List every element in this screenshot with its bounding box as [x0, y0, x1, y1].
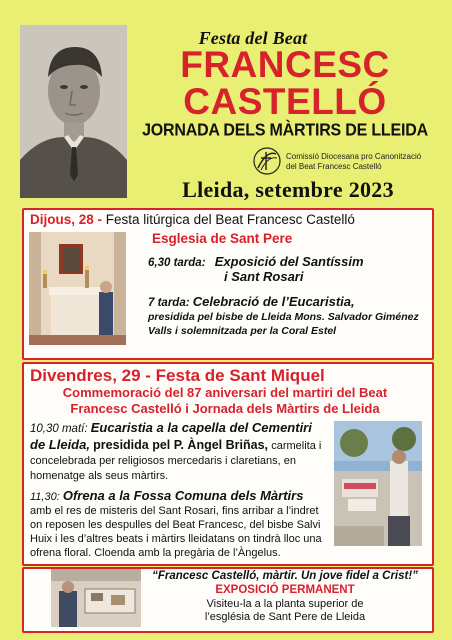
commission-line1: Comissió Diocesana pro Canonització — [286, 152, 422, 161]
title-line1: FRANCESC — [180, 44, 390, 85]
commission-line2: del Beat Francesc Castelló — [286, 162, 382, 171]
day2-event1-title: Eucaristia a la capella del Cementiri de Lleida, — [30, 420, 312, 452]
day1-place: Esglesia de Sant Pere — [152, 231, 293, 246]
church-altar-photo — [29, 232, 126, 345]
day1-event1-title-a: Exposició del Santíssim — [214, 254, 364, 269]
cemetery-image — [334, 421, 422, 546]
day1-event1-time: 6,30 tarda: — [148, 257, 206, 269]
title-line2: CASTELLÓ — [183, 81, 387, 122]
commission-block — [252, 146, 432, 178]
day2-event2-time: 11,30: — [30, 491, 60, 503]
day2-event1 — [30, 420, 325, 484]
exhibition-photo — [51, 569, 141, 627]
footer-visit-line1: Visiteu-la a la planta superior de — [206, 598, 364, 610]
day1-event1-title-b: i Sant Rosari — [224, 269, 304, 284]
day2-subheading-line1: Commemoració del 87 aniversari del martiri del Beat — [62, 385, 388, 400]
day2-subheading-line2: Francesc Castelló i Jornada dels Màrtirs de Lleida — [70, 401, 380, 416]
portrait-photo — [20, 25, 127, 198]
day2-heading: Divendres, 29 - Festa de Sant Miquel — [30, 366, 325, 385]
day1-event1 — [148, 255, 420, 285]
day1-heading-event: Festa litúrgica del Beat Francesc Castelló — [105, 212, 355, 227]
day2-subheading — [30, 385, 420, 417]
portrait-image — [20, 25, 127, 198]
commission-logo-icon — [252, 146, 282, 176]
footer-visit — [145, 598, 425, 624]
day2-event1-detail: carmelita i concelebrada per religiosos mercedaris i claretians, en homenatge als seus màrtirs. — [30, 440, 322, 482]
pre-title: Festa del Beat — [198, 28, 308, 48]
day1-heading — [30, 212, 428, 227]
footer-visit-line2: l’església de Sant Pere de Lleida — [204, 611, 366, 623]
footer-quote: “Francesc Castelló, màrtir. Un jove fidel a Crist!” — [152, 570, 418, 582]
day1-heading-day: Dijous, 28 - — [30, 212, 103, 227]
church-altar-image — [29, 232, 126, 345]
day2-event1-time: 10,30 matí: — [30, 423, 88, 435]
day1-event2-time: 7 tarda: — [148, 297, 190, 309]
day1-event2 — [148, 295, 420, 338]
subtitle: JORNADA DELS MÀRTIRS DE LLEIDA — [142, 121, 428, 140]
day2-event2-detail: amb el res de misteris del Sant Rosari, fins arribar a l’indret on reposen les despulles del Beat Francesc, del bisbe Salvi Huix i les d’altres beats i màrtirs lleidatans on tindrà lloc una ofrena floral. Cloenda amb la pregària de l’Àngelus. — [30, 505, 322, 559]
exhibition-image — [51, 569, 141, 627]
footer-expo: EXPOSICIÓ PERMANENT — [215, 584, 355, 596]
day2-event1-presided: presidida pel P. Àngel Briñas, — [93, 438, 268, 452]
day1-event2-title: Celebració de l’Eucaristia, — [192, 294, 355, 309]
cemetery-photo — [334, 421, 422, 546]
date-line: Lleida, setembre 2023 — [182, 177, 394, 202]
day1-event2-detail: presidida pel bisbe de Lleida Mons. Salvador Giménez Valls i solemnitzada per la Coral Estel — [148, 311, 419, 337]
day2-event2-title: Ofrena a la Fossa Comuna dels Màrtirs — [62, 488, 304, 503]
commission-text — [286, 152, 421, 172]
